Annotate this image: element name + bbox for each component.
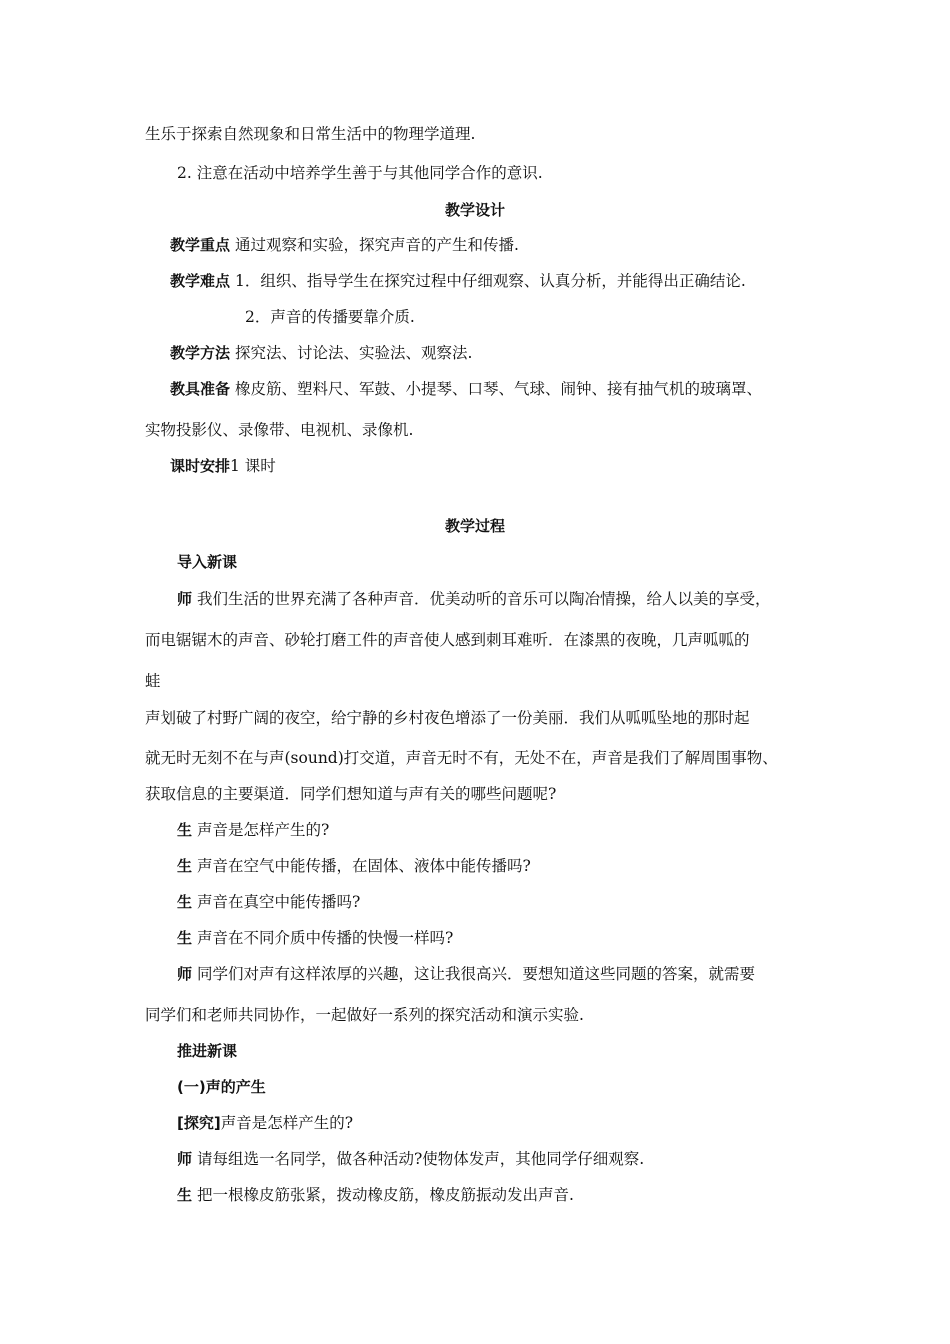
speaker-teacher: 师 — [177, 1150, 193, 1168]
heading-teaching-design: 教学设计 — [444, 201, 505, 219]
label-teaching-difficulty: 教学难点 — [170, 272, 231, 290]
intro-text-6: 获取信息的主要渠道．同学们想知道与声有关的哪些问题呢? — [145, 785, 557, 803]
explore-line — [177, 1113, 353, 1133]
intro-text-5: 就无时无刻不在与声(sound)打交道，声音无时不有，无处不在，声音是我们了解周围事物、 — [145, 749, 778, 767]
text-teaching-tools-cont: 实物投影仪、录像带、电视机、录像机. — [145, 421, 414, 439]
question-text-4: 声音在不同介质中传播的快慢一样吗? — [196, 929, 454, 947]
text-teaching-tools: 橡皮筋、塑料尺、军鼓、小提琴、口琴、气球、闹钟、接有抽气机的玻璃罩、 — [234, 380, 762, 398]
speaker-student: 生 — [177, 857, 193, 875]
student-line-5 — [177, 1185, 574, 1205]
student-question-2 — [177, 856, 531, 876]
speaker-student: 生 — [177, 821, 193, 839]
heading-advance: 推进新课 — [177, 1042, 238, 1060]
speaker-student: 生 — [177, 1186, 193, 1204]
speaker-student: 生 — [177, 893, 193, 911]
speaker-teacher: 师 — [177, 965, 193, 983]
heading-teaching-process: 教学过程 — [444, 517, 505, 535]
row-teaching-tools — [170, 379, 762, 399]
row-teaching-focus — [170, 235, 519, 255]
question-text-1: 声音是怎样产生的? — [196, 821, 330, 839]
heading-intro: 导入新课 — [177, 553, 238, 571]
intro-text-2: 而电锯锯木的声音、砂轮打磨工件的声音使人感到刺耳难听．在漆黑的夜晚，几声呱呱的 — [145, 631, 750, 649]
row-teaching-difficulty — [170, 271, 746, 291]
intro-text-4: 声划破了村野广阔的夜空，给宁静的乡村夜色增添了一份美丽．我们从呱呱坠地的那时起 — [145, 709, 750, 727]
teacher-line-2 — [177, 964, 755, 984]
question-text-3: 声音在真空中能传播吗? — [196, 893, 361, 911]
text-teaching-method: 探究法、讨论法、实验法、观察法. — [234, 344, 473, 362]
explore-label: [探究] — [177, 1114, 221, 1132]
teacher-text-2a: 同学们对声有这样浓厚的兴趣，这让我很高兴．要想知道这些同题的答案，就需要 — [196, 965, 755, 983]
speaker-teacher: 师 — [177, 590, 193, 608]
label-teaching-tools: 教具准备 — [170, 380, 231, 398]
label-teaching-method: 教学方法 — [170, 344, 231, 362]
teacher-text-3: 请每组选一名同学，做各种活动?使物体发声，其他同学仔细观察. — [196, 1150, 645, 1168]
paragraph-goal-2: 2. 注意在活动中培养学生善于与其他同学合作的意识. — [177, 164, 543, 182]
speaker-student: 生 — [177, 929, 193, 947]
heading-sound-production: (一)声的产生 — [177, 1078, 266, 1096]
label-teaching-focus: 教学重点 — [170, 236, 231, 254]
text-class-schedule: 1 课时 — [230, 457, 276, 475]
text-teaching-difficulty-1: 1．组织、指导学生在探究过程中仔细观察、认真分析，并能得出正确结论. — [234, 272, 746, 290]
text-teaching-difficulty-2: 2．声音的传播要靠介质. — [245, 308, 415, 326]
row-class-schedule — [170, 456, 276, 476]
student-question-4 — [177, 928, 453, 948]
question-text-2: 声音在空气中能传播，在固体、液体中能传播吗? — [196, 857, 531, 875]
student-text-5: 把一根橡皮筋张紧，拨动橡皮筋，橡皮筋振动发出声音. — [196, 1186, 574, 1204]
student-question-1 — [177, 820, 329, 840]
teacher-text-2b: 同学们和老师共同协作，一起做好一系列的探究活动和演示实验. — [145, 1006, 584, 1024]
teacher-line-3 — [177, 1149, 644, 1169]
intro-text-3: 蛙 — [145, 672, 161, 690]
row-teaching-method — [170, 343, 472, 363]
label-class-schedule: 课时安排 — [170, 457, 231, 475]
teacher-line-1 — [177, 589, 770, 609]
student-question-3 — [177, 892, 360, 912]
text-teaching-focus: 通过观察和实验，探究声音的产生和传播. — [234, 236, 519, 254]
intro-text-1: 我们生活的世界充满了各种声音．优美动听的音乐可以陶冶情操，给人以美的享受， — [196, 590, 771, 608]
explore-text: 声音是怎样产生的? — [220, 1114, 354, 1132]
paragraph-goal-1: 生乐于探索自然现象和日常生活中的物理学道理. — [145, 125, 476, 143]
